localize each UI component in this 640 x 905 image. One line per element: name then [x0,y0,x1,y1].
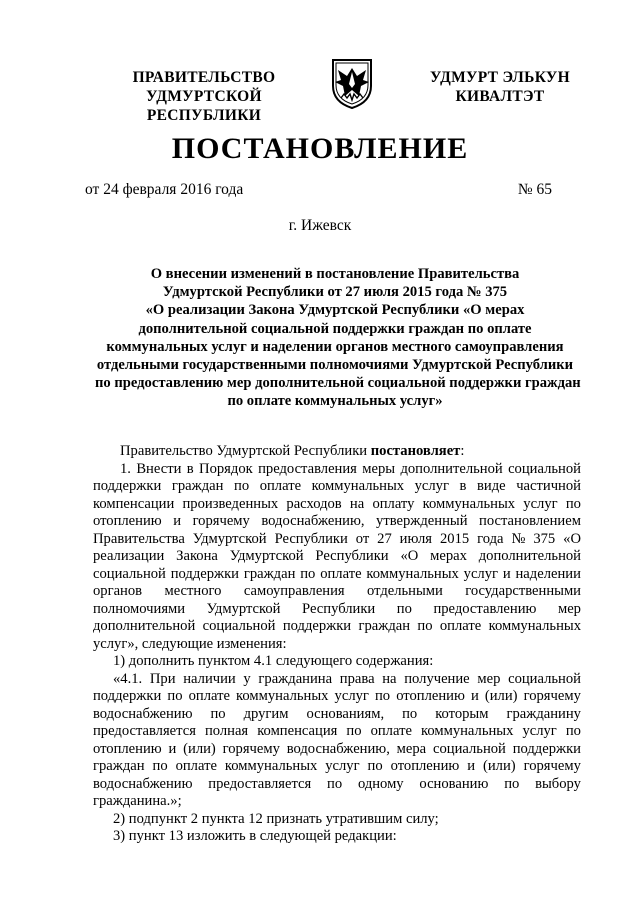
intro-colon: : [460,443,465,459]
intro-text: Правительство Удмуртской Республики [120,443,371,459]
quote-line: водоснабжению предоставляется по одному основанию по выбору [93,775,581,792]
paragraph-line: компенсации произведенных расходов на оплату коммунальных услуг по [93,495,581,512]
paragraph-line: Правительства Удмуртской Республики от 27 июля 2015 года № 375 «О [93,530,581,547]
paragraph-line: реализации Закона Удмуртской Республики «О мерах дополнительной [93,548,581,564]
paragraph-line: дополнительной социальной поддержки граждан по оплате коммунальных [93,618,581,634]
paragraph-line: отоплению и горячему водоснабжению, утвержденный постановлением [93,513,581,529]
intro-line [93,443,581,461]
quote-line: граждан по оплате коммунальных услуг по отоплению и (или) горячему [93,758,581,774]
government-name-russian [88,68,320,125]
document-number: № 65 [517,181,552,198]
quote-line: водоснабжению по другим основаниям, по которым гражданину [93,705,581,722]
government-name-udmurt [420,68,580,106]
header-right-line-2: КИВАЛТЭТ [455,88,545,105]
document-date: от 24 февраля 2016 года [85,181,244,198]
paragraph-line: органов местного самоуправления отдельными государственными [93,583,581,599]
subject-line: Удмуртской Республики от 27 июля 2015 года № 375 [162,284,508,301]
quote-line: поддержки по оплате коммунальных услуг по отоплению и (или) горячему [93,688,581,704]
quote-line: предоставляется полная компенсация по оплате коммунальных услуг по [93,723,581,739]
header-left-line-2: УДМУРТСКОЙ РЕСПУБЛИКИ [146,88,262,124]
list-item: 1) дополнить пунктом 4.1 следующего содержания: [113,653,434,669]
paragraph-line: социальной поддержки граждан по оплате коммунальных услуг и наделении [93,565,581,582]
paragraph-line: 1. Внести в Порядок предоставления меры дополнительной социальной [120,460,581,477]
subject-line: дополнительной социальной поддержки граждан по оплате [138,320,532,337]
document-title: ПОСТАНОВЛЕНИЕ [171,132,469,165]
paragraph-line: услуг», следующие изменения: [93,635,287,652]
paragraph-line: поддержки граждан по оплате коммунальных услуг в виде частичной [93,478,581,494]
paragraph-line: полномочиями Удмуртской Республики по предоставлению мер [93,600,581,617]
subject-line: по оплате коммунальных услуг» [227,393,443,410]
quote-line: гражданина.»; [93,793,182,809]
list-item: 3) пункт 13 изложить в следующей редакции: [113,828,397,844]
subject-line: «О реализации Закона Удмуртской Республики «О мерах [145,302,525,319]
subject-line: коммунальных услуг и наделении органов местного самоуправления [106,338,564,355]
subject-line: по предоставлению мер дополнительной социальной поддержки граждан [95,375,581,392]
list-item: 2) подпункт 2 пункта 12 признать утратившим силу; [113,810,439,827]
quote-line: отоплению и (или) горячему водоснабжению, мера социальной поддержки [93,740,581,757]
subject-line: О внесении изменений в постановление Правительства [150,266,520,282]
coat-of-arms-icon [329,56,375,110]
subject-line: отдельными государственными полномочиями Удмуртской Республики [96,357,574,374]
quote-line: «4.1. При наличии у гражданина права на получение мер социальной [113,670,581,687]
document-city: г. Ижевск [288,217,352,234]
header-right-line-1: УДМУРТ ЭЛЬКУН [430,69,570,86]
document-subject [95,265,581,411]
intro-bold: постановляет [370,443,461,459]
document-body [93,443,581,846]
header-left-line-1: ПРАВИТЕЛЬСТВО [132,69,276,86]
